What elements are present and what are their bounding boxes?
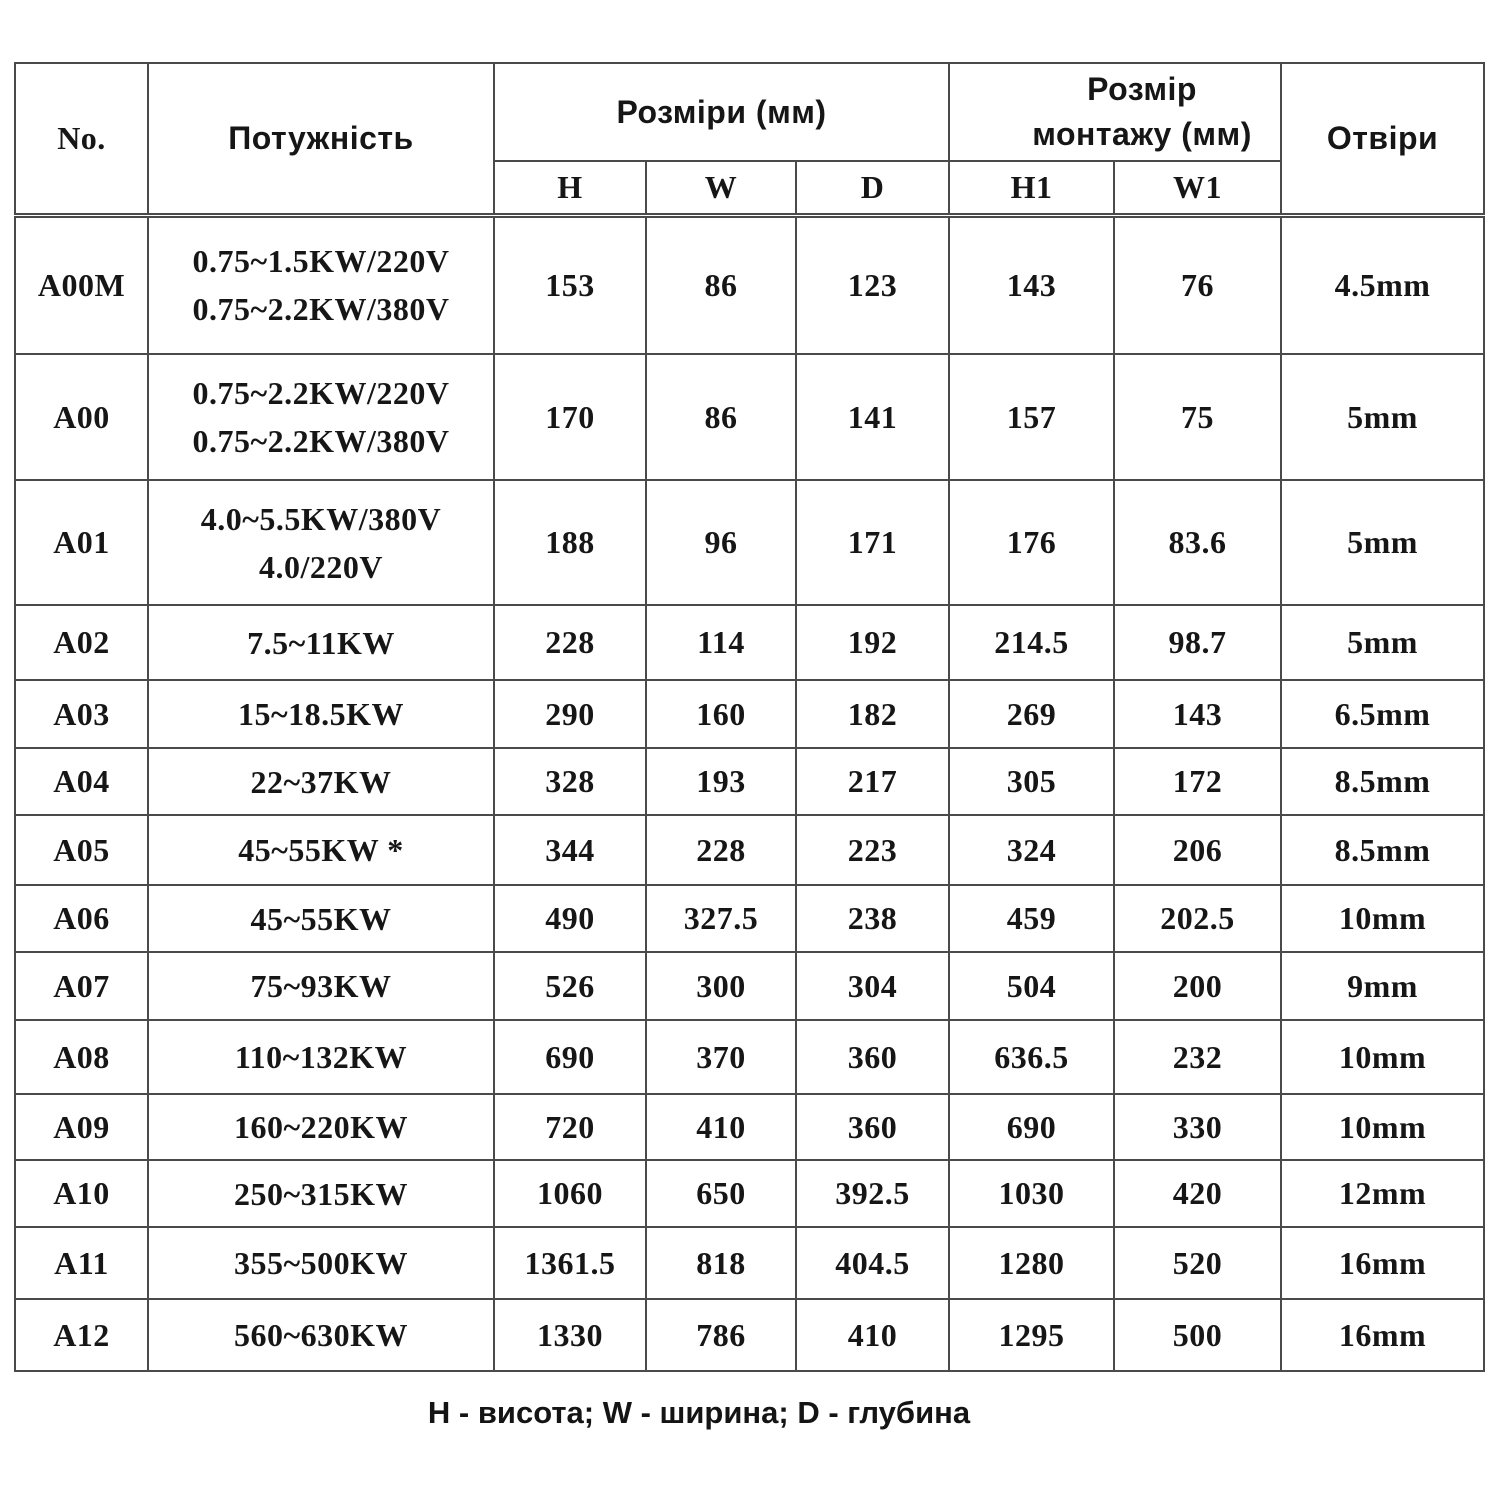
h-cell: 328 xyxy=(494,748,646,815)
hole-cell: 8.5mm xyxy=(1281,815,1484,885)
row-id: A06 xyxy=(15,885,148,952)
table-row xyxy=(15,605,1484,680)
d-cell: 410 xyxy=(796,1299,949,1371)
w-cell: 96 xyxy=(646,480,796,605)
row-id: A01 xyxy=(15,480,148,605)
power-line: 110~132KW xyxy=(234,1039,408,1075)
row-id: A11 xyxy=(15,1227,148,1299)
table-row xyxy=(15,1299,1484,1371)
hole-cell: 5mm xyxy=(1281,480,1484,605)
h-cell: 720 xyxy=(494,1094,646,1160)
hole-cell: 5mm xyxy=(1281,354,1484,480)
row-id: A09 xyxy=(15,1094,148,1160)
h-cell: 188 xyxy=(494,480,646,605)
power-cell xyxy=(148,885,494,952)
power-cell xyxy=(148,952,494,1020)
table-row xyxy=(15,680,1484,748)
header-power: Потужність xyxy=(148,63,494,215)
w1-cell: 200 xyxy=(1114,952,1281,1020)
row-id: A00M xyxy=(15,215,148,354)
h1-cell: 305 xyxy=(949,748,1114,815)
w1-cell: 330 xyxy=(1114,1094,1281,1160)
w-cell: 370 xyxy=(646,1020,796,1094)
power-line: 45~55KW xyxy=(250,900,392,937)
hole-cell: 16mm xyxy=(1281,1227,1484,1299)
d-cell: 304 xyxy=(796,952,949,1020)
table-row xyxy=(15,1227,1484,1299)
row-id: A00 xyxy=(15,354,148,480)
d-cell: 238 xyxy=(796,885,949,952)
w1-cell: 520 xyxy=(1114,1227,1281,1299)
w1-cell: 76 xyxy=(1114,215,1281,354)
w1-cell: 232 xyxy=(1114,1020,1281,1094)
power-line: 15~18.5KW xyxy=(237,696,405,732)
hole-cell: 5mm xyxy=(1281,605,1484,680)
table-row xyxy=(15,815,1484,885)
subheader-h: H xyxy=(494,161,646,215)
power-line: 355~500KW xyxy=(233,1245,409,1281)
hole-cell: 16mm xyxy=(1281,1299,1484,1371)
row-id: A10 xyxy=(15,1160,148,1227)
w1-cell: 202.5 xyxy=(1114,885,1281,952)
power-cell xyxy=(148,1020,494,1094)
h-cell: 1060 xyxy=(494,1160,646,1227)
subheader-h1: H1 xyxy=(949,161,1114,215)
header-no: No. xyxy=(15,63,148,215)
hole-cell: 12mm xyxy=(1281,1160,1484,1227)
w1-cell: 420 xyxy=(1114,1160,1281,1227)
w1-cell: 172 xyxy=(1114,748,1281,815)
w1-cell: 75 xyxy=(1114,354,1281,480)
w-cell: 410 xyxy=(646,1094,796,1160)
row-id: A07 xyxy=(15,952,148,1020)
h-cell: 490 xyxy=(494,885,646,952)
subheader-d: D xyxy=(796,161,949,215)
power-cell xyxy=(148,480,494,605)
h1-cell: 504 xyxy=(949,952,1114,1020)
d-cell: 123 xyxy=(796,215,949,354)
hole-cell: 8.5mm xyxy=(1281,748,1484,815)
d-cell: 192 xyxy=(796,605,949,680)
power-line: 75~93KW xyxy=(250,968,392,1004)
h1-cell: 214.5 xyxy=(949,605,1114,680)
header-mounting-line2: монтажу (мм) xyxy=(1032,116,1252,152)
d-cell: 141 xyxy=(796,354,949,480)
power-line: 7.5~11KW xyxy=(247,624,395,661)
w1-cell: 143 xyxy=(1114,680,1281,748)
power-line: 4.0/220V xyxy=(259,548,383,585)
h-cell: 170 xyxy=(494,354,646,480)
legend-text: H - висота; W - ширина; D - глубина xyxy=(427,1395,971,1430)
h-cell: 344 xyxy=(494,815,646,885)
h1-cell: 1030 xyxy=(949,1160,1114,1227)
header-row-main xyxy=(15,63,1484,161)
w-cell: 818 xyxy=(646,1227,796,1299)
d-cell: 217 xyxy=(796,748,949,815)
power-cell xyxy=(148,1094,494,1160)
power-line: 0.75~2.2KW/380V xyxy=(192,291,450,328)
w-cell: 650 xyxy=(646,1160,796,1227)
h-cell: 1330 xyxy=(494,1299,646,1371)
h1-cell: 690 xyxy=(949,1094,1114,1160)
d-cell: 360 xyxy=(796,1020,949,1094)
subheader-w1: W1 xyxy=(1114,161,1281,215)
power-line: 45~55KW * xyxy=(238,832,404,868)
power-cell xyxy=(148,1227,494,1299)
row-id: A12 xyxy=(15,1299,148,1371)
w-cell: 114 xyxy=(646,605,796,680)
power-line: 22~37KW xyxy=(250,763,392,800)
h1-cell: 1295 xyxy=(949,1299,1114,1371)
table-row xyxy=(15,1020,1484,1094)
power-cell xyxy=(148,1160,494,1227)
w-cell: 193 xyxy=(646,748,796,815)
power-cell xyxy=(148,1299,494,1371)
row-id: A05 xyxy=(15,815,148,885)
w-cell: 160 xyxy=(646,680,796,748)
d-cell: 404.5 xyxy=(796,1227,949,1299)
h1-cell: 176 xyxy=(949,480,1114,605)
table-row xyxy=(15,952,1484,1020)
h1-cell: 157 xyxy=(949,354,1114,480)
w-cell: 300 xyxy=(646,952,796,1020)
subheader-w: W xyxy=(646,161,796,215)
header-mounting-line1: Розмір xyxy=(1087,71,1197,108)
h-cell: 153 xyxy=(494,215,646,354)
d-cell: 182 xyxy=(796,680,949,748)
h-cell: 690 xyxy=(494,1020,646,1094)
w-cell: 228 xyxy=(646,815,796,885)
w-cell: 86 xyxy=(646,354,796,480)
h1-cell: 1280 xyxy=(949,1227,1114,1299)
header-mounting xyxy=(949,63,1281,161)
power-line: 4.0~5.5KW/380V xyxy=(200,500,442,537)
power-line: 250~315KW xyxy=(233,1175,409,1212)
h1-cell: 324 xyxy=(949,815,1114,885)
w1-cell: 83.6 xyxy=(1114,480,1281,605)
row-id: A08 xyxy=(15,1020,148,1094)
table-row xyxy=(15,748,1484,815)
table-row xyxy=(15,215,1484,354)
w1-cell: 206 xyxy=(1114,815,1281,885)
power-cell xyxy=(148,354,494,480)
power-line: 0.75~1.5KW/220V xyxy=(192,243,450,280)
d-cell: 171 xyxy=(796,480,949,605)
w-cell: 86 xyxy=(646,215,796,354)
row-id: A04 xyxy=(15,748,148,815)
power-line: 160~220KW xyxy=(233,1109,409,1145)
power-line: 0.75~2.2KW/380V xyxy=(192,423,450,459)
w1-cell: 98.7 xyxy=(1114,605,1281,680)
power-cell xyxy=(148,680,494,748)
hole-cell: 10mm xyxy=(1281,885,1484,952)
h1-cell: 143 xyxy=(949,215,1114,354)
hole-cell: 9mm xyxy=(1281,952,1484,1020)
spec-sheet xyxy=(14,62,1483,1372)
power-cell xyxy=(148,215,494,354)
h-cell: 290 xyxy=(494,680,646,748)
w-cell: 786 xyxy=(646,1299,796,1371)
power-line: 0.75~2.2KW/220V xyxy=(192,375,450,411)
row-id: A03 xyxy=(15,680,148,748)
w-cell: 327.5 xyxy=(646,885,796,952)
header-dimensions: Розміри (мм) xyxy=(494,63,949,161)
row-id: A02 xyxy=(15,605,148,680)
h-cell: 526 xyxy=(494,952,646,1020)
table-row xyxy=(15,1094,1484,1160)
power-line: 560~630KW xyxy=(233,1317,409,1353)
d-cell: 223 xyxy=(796,815,949,885)
d-cell: 392.5 xyxy=(796,1160,949,1227)
spec-table xyxy=(14,62,1485,1372)
power-cell xyxy=(148,815,494,885)
power-cell xyxy=(148,605,494,680)
h1-cell: 459 xyxy=(949,885,1114,952)
h-cell: 1361.5 xyxy=(494,1227,646,1299)
h1-cell: 636.5 xyxy=(949,1020,1114,1094)
h-cell: 228 xyxy=(494,605,646,680)
h1-cell: 269 xyxy=(949,680,1114,748)
power-cell xyxy=(148,748,494,815)
hole-cell: 6.5mm xyxy=(1281,680,1484,748)
w1-cell: 500 xyxy=(1114,1299,1281,1371)
hole-cell: 4.5mm xyxy=(1281,215,1484,354)
hole-cell: 10mm xyxy=(1281,1094,1484,1160)
hole-cell: 10mm xyxy=(1281,1020,1484,1094)
table-row xyxy=(15,885,1484,952)
table-row xyxy=(15,354,1484,480)
d-cell: 360 xyxy=(796,1094,949,1160)
table-row xyxy=(15,480,1484,605)
header-holes: Отвіри xyxy=(1281,63,1484,215)
table-row xyxy=(15,1160,1484,1227)
